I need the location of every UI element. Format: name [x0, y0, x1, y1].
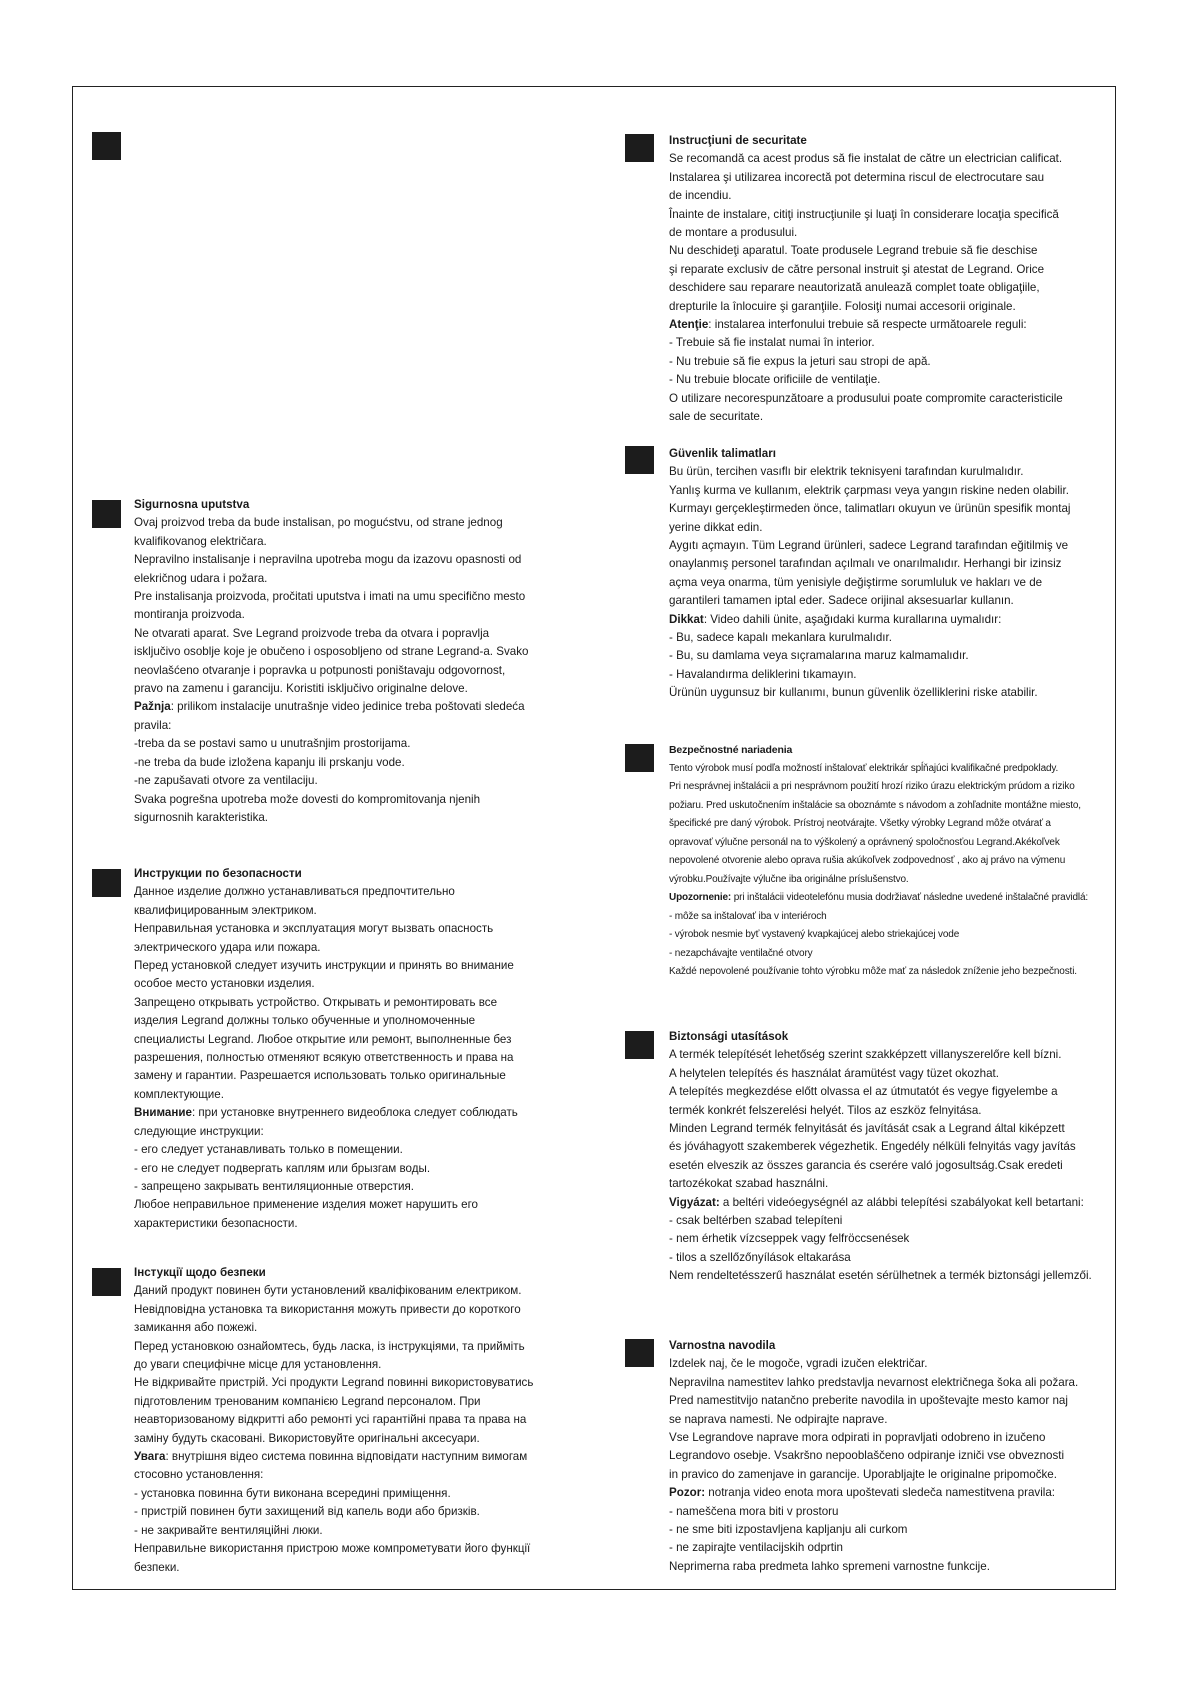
- section-title: Инструкции по безопасности: [134, 867, 302, 880]
- text-line: požiaru. Pred uskutočnením inštalácie sa oboznámte s návodom a zohľadnite montážne miesto,: [669, 799, 1081, 811]
- text-line: sigurnosnih karakteristika.: [134, 810, 269, 824]
- warning-line: [134, 1104, 604, 1122]
- text-line: - výrobok nesmie byť vystavený kvapkajúcej alebo striekajúcej vode: [669, 929, 960, 940]
- text-line: Yanlış kurma ve kullanım, elektrik çarpması veya yangın riskine neden olabilir.: [669, 483, 1069, 497]
- section-tr: [669, 445, 1109, 703]
- warning-line: [669, 1194, 1114, 1212]
- section-sr: [134, 496, 604, 827]
- text-line: заміну будуть скасовані. Використовуйте оригінальні аксесуари.: [134, 1431, 480, 1445]
- warning-label: Upozornenie:: [669, 892, 732, 903]
- text-line: стосовно установлення:: [134, 1468, 264, 1482]
- text-line: notranja video enota mora upoštevati sledeča namestitvena pravila:: [705, 1486, 1056, 1500]
- text-line: Pre instalisanja proizvoda, pročitati uputstva i imati na umu specifično mesto: [134, 590, 526, 604]
- section-ru: [134, 865, 604, 1233]
- warning-line: [669, 1484, 1114, 1502]
- text-line: - установка повинна бути виконана всередині приміщення.: [134, 1486, 451, 1500]
- section-title: Varnostna navodila: [669, 1339, 776, 1352]
- section-title: Instrucţiuni de securitate: [669, 134, 807, 147]
- section-title: Biztonsági utasítások: [669, 1030, 789, 1043]
- text-line: deschidere sau reparare neautorizată anulează complet toate obligaţiile,: [669, 281, 1040, 295]
- section-title: Sigurnosna uputstva: [134, 498, 250, 511]
- text-line: Nepravilno instalisanje i nepravilna upotreba mogu da izazovu opasnosti od: [134, 553, 522, 567]
- text-line: neovlašćeno otvaranje i popravka u potpunosti poništavaju odgovornost,: [134, 663, 506, 677]
- text-line: - пристрій повинен бути захищений від капель води або бризків.: [134, 1505, 480, 1519]
- text-line: - его следует устанавливать только в помещении.: [134, 1143, 403, 1157]
- text-line: Перед установкою ознайомтесь, будь ласка, із інструкціями, та прийміть: [134, 1339, 525, 1353]
- text-line: Не відкривайте пристрій. Усі продукти Legrand повинні використовуватись: [134, 1376, 534, 1390]
- text-line: изделия Legrand должны только обученные и уполномоченные: [134, 1014, 476, 1028]
- text-line: : prilikom instalacije unutrašnje video jedinice treba poštovati sledeća: [170, 700, 525, 714]
- text-line: особое место установки изделия.: [134, 977, 315, 991]
- text-line: : при установке внутреннего видеоблока следует соблюдать: [191, 1106, 518, 1120]
- text-line: до уваги специфічне місце для установлення.: [134, 1358, 382, 1372]
- text-line: se naprava namesti. Ne odpirajte naprave.: [669, 1412, 888, 1426]
- text-line: Ovaj proizvod treba da bude instalisan, po mogućstvu, od strane jednog: [134, 516, 503, 530]
- section-title: Güvenlik talimatları: [669, 447, 776, 460]
- section-uk: [134, 1264, 614, 1577]
- text-line: замену и гарантии. Разрешается использовать только оригинальные: [134, 1069, 506, 1083]
- text-line: Izdelek naj, če le mogoče, vgradi izučen električar.: [669, 1357, 928, 1371]
- text-line: неавторизованому відкритті або ремонті усі гарантійні права та права на: [134, 1413, 527, 1427]
- text-line: - запрещено закрывать вентиляционные отверстия.: [134, 1179, 414, 1193]
- warning-label: Pažnja: [134, 700, 171, 714]
- text-line: безпеки.: [134, 1560, 180, 1574]
- text-line: Legrandovo osebje. Vsakršno nepooblaščeno odpiranje izniči vse obveznosti: [669, 1449, 1065, 1463]
- text-line: комплектующие.: [134, 1087, 224, 1101]
- warning-label: Atenţie: [669, 318, 709, 332]
- text-line: Se recomandă ca acest produs să fie instalat de către un electrician calificat.: [669, 152, 1063, 166]
- text-line: замикання або пожежі.: [134, 1321, 258, 1335]
- text-line: Запрещено открывать устройство. Открывать и ремонтировать все: [134, 995, 498, 1009]
- text-line: разрешения, полностью отменяют всякую ответственность и права на: [134, 1051, 514, 1065]
- text-line: de incendiu.: [669, 189, 732, 203]
- text-line: elekričnog udara i požara.: [134, 571, 268, 585]
- text-line: Ne otvarati aparat. Sve Legrand proizvode treba da otvara i popravlja: [134, 626, 490, 640]
- text-line: A telepítés megkezdése előtt olvassa el az útmutatót és vegye figyelembe a: [669, 1085, 1058, 1099]
- text-line: квалифицированным электриком.: [134, 903, 317, 917]
- section-marker-hu: [625, 1031, 654, 1059]
- text-line: : instalarea interfonului trebuie să respecte următoarele reguli:: [708, 318, 1027, 332]
- text-line: opravovať výlučne personál na to výškolený a oprávnený spoločnosťou Legrand.Akékoľvek: [669, 836, 1060, 848]
- text-line: - nezapchávajte ventilačné otvory: [669, 947, 813, 959]
- text-line: tartozékokat szabad használni.: [669, 1177, 829, 1191]
- text-line: - csak beltérben szabad telepíteni: [669, 1214, 843, 1228]
- text-line: -ne treba da bude izložena kapanju ili prskanju vode.: [134, 755, 405, 769]
- warning-line: [134, 698, 604, 716]
- text-line: Pri nesprávnej inštalácii a pri nesprávnom použití hrozí riziko úrazu elektrickým prúdom a riziko: [669, 781, 1075, 792]
- text-line: Neprimerna raba predmeta lahko spremeni varnostne funkcije.: [669, 1559, 990, 1573]
- text-line: A helytelen telepítés és használat áramütést vagy tüzet okozhat.: [669, 1066, 999, 1080]
- text-line: pravila:: [134, 718, 172, 732]
- text-line: Ürünün uygunsuz bir kullanımı, bunun güvenlik özelliklerini riske atabilir.: [669, 686, 1038, 700]
- text-line: Vse Legrandove naprave mora odpirati in popravljati odobreno in izučeno: [669, 1431, 1046, 1445]
- text-line: Nem rendeltetésszerű használat esetén sérülhetnek a termék biztonsági jellemzői.: [669, 1269, 1092, 1283]
- text-line: характеристики безопасности.: [134, 1216, 298, 1230]
- text-line: nepovolené otvorenie alebo oprava rušia akúkoľvek zodpovednosť , ako aj právo na výmenu: [669, 855, 1066, 866]
- text-line: Minden Legrand termék felnyitását és javítását csak a Legrand által kiképzett: [669, 1122, 1065, 1136]
- text-line: Перед установкой следует изучить инструкции и принять во внимание: [134, 959, 514, 973]
- text-line: Bu ürün, tercihen vasıflı bir elektrik teknisyeni tarafından kurulmalıdır.: [669, 465, 1024, 479]
- text-line: Tento výrobok musí podľa možností inštalovať elektrikár spĺňajúci kvalifikačné predpoklady.: [669, 762, 1059, 774]
- section-sl: [669, 1337, 1114, 1576]
- section-marker-ru: [92, 869, 121, 897]
- section-marker-ro: [625, 134, 654, 162]
- text-line: výrobku.Používajte výlučne iba originálne príslušenstvo.: [669, 873, 909, 885]
- warning-label: Внимание: [134, 1106, 192, 1120]
- text-line: és jóváhagyott szakemberek végezhetik. Engedély nélküli felnyitás vagy javítás: [669, 1140, 1076, 1154]
- text-line: - môže sa inštalovať iba v interiéroch: [669, 910, 827, 922]
- text-line: esetén elveszik az összes garancia és cserére való jogosultság.Csak eredeti: [669, 1158, 1063, 1172]
- warning-line: [134, 1448, 614, 1466]
- section-marker-uk: [92, 1268, 121, 1296]
- section-marker-sl: [625, 1339, 654, 1367]
- text-line: kvalifikovanog električara.: [134, 534, 267, 548]
- text-line: - Nu trebuie blocate orificiile de ventilaţie.: [669, 373, 881, 387]
- section-ro: [669, 132, 1109, 427]
- text-line: drepturile la înlocuire şi garanţiile. Folosiţi numai accesorii originale.: [669, 299, 1016, 313]
- text-line: termék konkrét felszerelési helyét. Tilos az eszköz felnyitása.: [669, 1103, 982, 1117]
- text-line: - Nu trebuie să fie expus la jeturi sau stropi de apă.: [669, 354, 931, 368]
- section-title: Bezpečnostné nariadenia: [669, 744, 793, 756]
- text-line: Kurmayı gerçekleştirmeden önce, talimatları okuyun ve ürünün spesifik montaj: [669, 502, 1071, 516]
- warning-line: [669, 889, 1119, 908]
- section-hu: [669, 1028, 1114, 1286]
- text-line: - Havalandırma deliklerini tıkamayın.: [669, 667, 857, 681]
- text-line: : Video dahili ünite, aşağıdaki kurma kurallarına uymalıdır:: [703, 612, 1002, 626]
- text-line: Každé nepovolené používanie tohto výrobku môže mať za následok zníženie jeho bezpečnosti.: [669, 966, 1077, 977]
- warning-line: [669, 611, 1109, 629]
- text-line: - Bu, sadece kapalı mekanlara kurulmalıdır.: [669, 631, 892, 645]
- warning-label: Увага: [134, 1450, 166, 1464]
- text-line: Instalarea şi utilizarea incorectă pot determina riscul de electrocutare sau: [669, 170, 1045, 184]
- text-line: - не закривайте вентиляційні люки.: [134, 1523, 323, 1537]
- text-line: a beltéri videóegységnél az alábbi telepítési szabályokat kell betartani:: [719, 1195, 1084, 1209]
- text-line: специалисты Legrand. Любое открытие или ремонт, выполненные без: [134, 1032, 512, 1046]
- text-line: электрического удара или пожара.: [134, 940, 321, 954]
- text-line: açma veya onarma, tüm yenisiyle değiştirme sorumluluk ve hakları ve de: [669, 575, 1043, 589]
- section-marker-top-left: [92, 132, 121, 160]
- text-line: Pred namestitvijo natančno preberite navodila in upoštevajte mesto kamor naj: [669, 1394, 1068, 1408]
- text-line: onaylanmış personel tarafından açılmalı ve onarılmalıdır. Herhangi bir izinsiz: [669, 557, 1062, 571]
- text-line: Неправильне використання пристрою може компрометувати його функції: [134, 1542, 531, 1556]
- text-line: isključivo osoblje koje je obučeno i osposobljeno od strane Legrand-a. Svako: [134, 645, 529, 659]
- text-line: yerine dikkat edin.: [669, 520, 763, 534]
- text-line: - ne zapirajte ventilacijskih odprtin: [669, 1541, 843, 1555]
- text-line: Даний продукт повинен бути установлений кваліфікованим електриком.: [134, 1284, 522, 1298]
- text-line: Невідповідна установка та використання можуть привести до короткого: [134, 1302, 521, 1316]
- section-marker-sr: [92, 500, 121, 528]
- text-line: - его не следует подвергать каплям или брызгам воды.: [134, 1161, 431, 1175]
- text-line: - ne sme biti izpostavljena kapljanju ali curkom: [669, 1523, 908, 1537]
- text-line: Данное изделие должно устанавливаться предпочтительно: [134, 885, 455, 899]
- warning-label: Pozor:: [669, 1486, 706, 1500]
- text-line: špecifické pre daný výrobok. Prístroj neotvárajte. Všetky výrobky Legrand môže otvárať a: [669, 818, 1051, 829]
- text-line: pri inštalácii videotelefónu musia dodržiavať následne uvedené inštalačné pravidlá:: [731, 892, 1089, 903]
- text-line: garantileri tamamen iptal eder. Sadece orijinal aksesuarlar kullanın.: [669, 594, 1014, 608]
- text-line: A termék telepítését lehetőség szerint szakképzett villanyszerelőre kell bízni.: [669, 1048, 1062, 1062]
- section-marker-tr: [625, 446, 654, 474]
- text-line: Неправильная установка и эксплуатация могут вызвать опасность: [134, 922, 494, 936]
- text-line: підготовленим тренованим компанією Legrand персоналом. При: [134, 1394, 481, 1408]
- text-line: sale de securitate.: [669, 410, 764, 424]
- section-marker-sk: [625, 744, 654, 772]
- text-line: şi reparate exclusiv de către personal instruit şi atestat de Legrand. Orice: [669, 262, 1045, 276]
- section-title: Інстукції щодо безпеки: [134, 1266, 266, 1279]
- text-line: O utilizare necorespunzătoare a produsului poate compromite caracteristicile: [669, 391, 1063, 405]
- section-sk: [669, 741, 1119, 982]
- text-line: - nameščena mora biti v prostoru: [669, 1504, 839, 1518]
- text-line: - nem érhetik vízcseppek vagy felfröccsenések: [669, 1232, 910, 1246]
- text-line: de montare a produsului.: [669, 226, 798, 240]
- text-line: -ne zapušavati otvore za ventilaciju.: [134, 774, 318, 788]
- text-line: - tilos a szellőzőnyílások eltakarása: [669, 1250, 851, 1264]
- warning-label: Vigyázat:: [669, 1195, 720, 1209]
- text-line: - Bu, su damlama veya sıçramalarına maruz kalmamalıdır.: [669, 649, 969, 663]
- text-line: Любое неправильное применение изделия может нарушить его: [134, 1198, 478, 1212]
- warning-label: Dikkat: [669, 612, 704, 626]
- text-line: montiranja proizvoda.: [134, 608, 245, 622]
- text-line: Nepravilna namestitev lahko predstavlja nevarnost električnega šoka ali požara.: [669, 1375, 1079, 1389]
- warning-line: [669, 316, 1109, 334]
- text-line: - Trebuie să fie instalat numai în interior.: [669, 336, 875, 350]
- text-line: pravo na zamenu i garanciju. Koristiti isključivo originalne delove.: [134, 682, 468, 696]
- text-line: Svaka pogrešna upotreba može dovesti do kompromitovanja njenih: [134, 792, 481, 806]
- text-line: следующие инструкции:: [134, 1124, 264, 1138]
- text-line: in pravico do zamenjave in garancije. Uporabljajte le originalne pripomočke.: [669, 1467, 1057, 1481]
- text-line: -treba da se postavi samo u unutrašnjim prostorijama.: [134, 737, 411, 751]
- text-line: Aygıtı açmayın. Tüm Legrand ürünleri, sadece Legrand tarafından eğitilmiş ve: [669, 539, 1069, 553]
- text-line: Înainte de instalare, citiţi instrucţiunile şi luaţi în considerare locaţia specifică: [669, 207, 1059, 221]
- text-line: : внутрішня відео система повинна відповідати наступним вимогам: [165, 1450, 528, 1464]
- text-line: Nu deschideţi aparatul. Toate produsele Legrand trebuie să fie deschise: [669, 244, 1038, 258]
